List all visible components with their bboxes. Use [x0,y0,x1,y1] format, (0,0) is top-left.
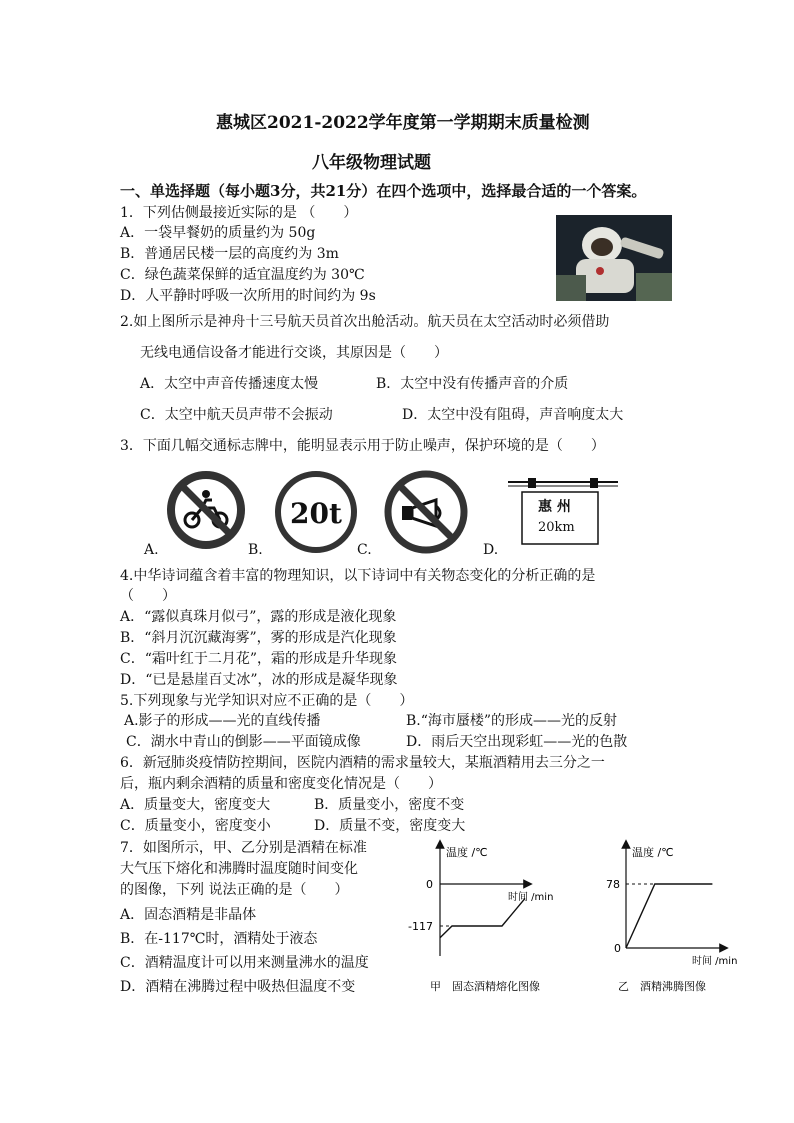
q3-label-b: B. [248,542,263,558]
q2-option-c: C．太空中航天员声带不会振动 [140,407,333,423]
graph-b-ylabel: 温度 /℃ [632,846,674,859]
q2-stem-line2: 无线电通信设备才能进行交谈，其原因是（ ） [140,345,448,361]
q3-label-a: A. [144,542,159,558]
graph-a-title: 甲 固态酒精熔化图像 [430,980,540,993]
graph-b-tick-0: 0 [614,942,621,955]
q5-option-c: C．湖水中青山的倒影——平面镜成像 [126,734,361,750]
melting-curve [440,898,525,937]
q2-option-a: A．太空中声音传播速度太慢 [140,376,319,392]
q2-option-d: D．太空中没有阻碍，声音响度太大 [402,407,624,423]
boiling-graph [596,838,746,998]
q7-option-b: B．在-117℃时，酒精处于液态 [120,931,318,947]
q4-option-d: D．“已是悬崖百丈冰”，冰的形成是凝华现象 [120,672,398,688]
graph-a-xlabel: 时间 /min [508,892,554,903]
q2-option-b: B．太空中没有传播声音的介质 [376,376,569,392]
q7-option-d: D．酒精在沸腾过程中吸热但温度不变 [120,979,356,995]
page-title: 惠城区2021-2022学年度第一学期期末质量检测 [216,113,590,133]
q1-option-b: B．普通居民楼一层的高度约为 3m [120,246,339,262]
q5-option-d: D．雨后天空出现彩虹——光的色散 [406,734,628,750]
q1-option-a: A．一袋早餐奶的质量约为 50g [120,225,316,241]
no-horn-sign-icon [384,470,468,554]
q4-option-b: B．“斜月沉沉藏海雾”，雾的形成是汽化现象 [120,630,397,646]
q4-option-a: A．“露似真珠月似弓”，露的形成是液化现象 [120,609,397,625]
page-subtitle: 八年级物理试题 [312,153,431,173]
graph-a-ylabel: 温度 /℃ [446,846,488,859]
graph-b-title: 乙 酒精沸腾图像 [618,980,706,993]
graph-a-tick-0: 0 [426,878,433,891]
sign-d-city: 惠 州 [538,499,571,515]
q6-stem-line2: 后，瓶内剩余酒精的质量和密度变化情况是（ ） [120,776,442,792]
q5-stem: 5.下列现象与光学知识对应不正确的是（ ） [120,693,414,709]
q7-option-c: C．酒精温度计可以用来测量沸水的温度 [120,955,369,971]
q7-stem-line2: 大气压下熔化和沸腾时温度随时间变化 [120,861,358,877]
q6-option-c: C．质量变小，密度变小 [120,818,271,834]
q6-option-d: D．质量不变，密度变大 [314,818,466,834]
q1-option-c: C．绿色蔬菜保鲜的适宜温度约为 30℃ [120,267,365,283]
sign-d-distance: 20km [538,520,575,535]
q4-stem-line2: （ ） [120,588,176,604]
graph-b-xlabel: 时间 /min [692,956,738,967]
sign-b-text: 20t [290,497,342,530]
melting-graph [400,838,570,998]
q3-stem: 3．下面几幅交通标志牌中，能明显表示用于防止噪声，保护环境的是（ ） [120,438,605,454]
q3-label-c: C. [357,542,372,558]
section-heading: 一、单选择题（每小题3分，共21分）在四个选项中，选择最合适的一个答案。 [120,182,647,200]
graph-b-tick-78: 78 [606,878,620,891]
boiling-curve [626,884,712,948]
graph-a-tick-117: -117 [408,920,433,933]
q7-stem-line1: 7．如图所示，甲、乙分别是酒精在标准 [120,840,367,856]
q7-option-a: A．固态酒精是非晶体 [120,907,257,923]
q4-stem-line1: 4.中华诗词蕴含着丰富的物理知识，以下诗词中有关物态变化的分析正确的是 [120,568,596,584]
q1-option-d: D．人平静时呼吸一次所用的时间约为 9s [120,288,376,304]
q2-stem-line1: 2.如上图所示是神舟十三号航天员首次出舱活动。航天员在太空活动时必须借助 [120,314,610,330]
q5-option-a: A.影子的形成——光的直线传播 [124,713,321,729]
q1-stem: 1．下列估侧最接近实际的是 （ ） [120,205,358,221]
no-motorbike-sign-icon [166,470,246,550]
q7-stem-line3: 的图像，下列 说法正确的是（ ） [120,882,349,898]
q6-option-a: A．质量变大，密度变大 [120,797,271,813]
q5-option-b: B.“海市蜃楼”的形成——光的反射 [406,713,618,729]
q3-label-d: D. [483,542,499,558]
q4-option-c: C．“霜叶红于二月花”，霜的形成是升华现象 [120,651,398,667]
q6-option-b: B．质量变小，密度不变 [314,797,465,813]
astronaut-photo [556,215,672,301]
q6-stem-line1: 6．新冠肺炎疫情防控期间，医院内酒精的需求量较大，某瓶酒精用去三分之一 [120,755,605,771]
